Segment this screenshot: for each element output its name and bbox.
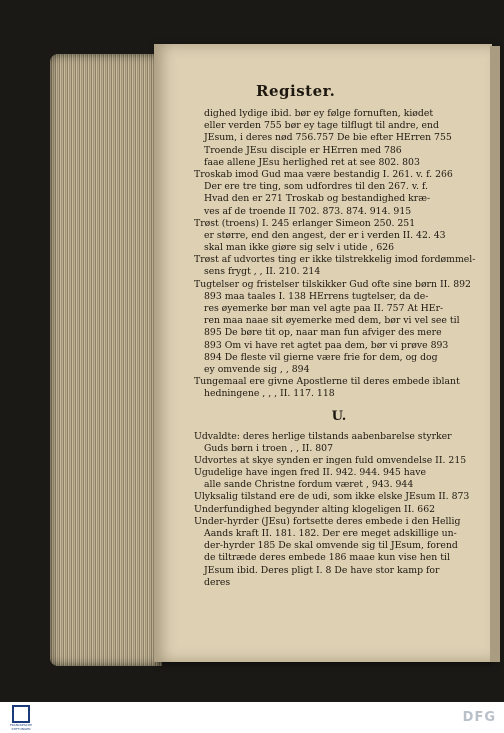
text-line: Troende JEsu disciple er HErren med 786 [204, 144, 402, 156]
text-line: Underfundighed begynder alting klogeligen II. 662 [194, 503, 436, 515]
text-line: Troskab imod Gud maa være bestandig I. 261. v. f. 266 [194, 168, 453, 180]
text-line: 893 maa taales I. 138 HErrens tugtelser, da de- [204, 290, 429, 302]
text-line: sens frygt , , II. 210. 214 [204, 266, 321, 278]
text-line: alle sande Christne fordum været , 943. 944 [204, 479, 414, 491]
text-line: 894 De fleste vil gierne være frie for dem, og dog [204, 351, 438, 363]
text-line: ey omvende sig , , 894 [204, 363, 310, 375]
text-line: eller verden 755 bør ey tage tilflugt til andre, end [204, 120, 439, 132]
text-line: der-hyrder 185 De skal omvende sig til JEsum, forend [204, 540, 458, 552]
text-line: Trøst af udvortes ting er ikke tilstrekkelig imod fordømmel- [194, 254, 476, 266]
dfg-logo[interactable]: DFG [462, 710, 496, 725]
text-line: Under-hyrder (JEsu) fortsette deres embede i den Hellig [194, 515, 461, 527]
book-page-edges [50, 54, 162, 666]
text-line: 893 Om vi have ret agtet paa dem, bør vi prøve 893 [204, 339, 449, 351]
section-letter: U. [331, 408, 347, 424]
text-line: Tugtelser og fristelser tilskikker Gud ofte sine børn II. 892 [194, 278, 471, 290]
logo-emblem-icon [12, 705, 30, 723]
text-line: dighed lydige ibid. bør ey følge fornuften, kiødet [204, 108, 434, 119]
text-line: Der ere tre ting, som udfordres til den 267. v. f. [204, 181, 428, 193]
text-line: res øyemerke bør man vel agte paa II. 757 At HEr- [204, 303, 444, 314]
text-line: ren maa naae sit øyemerke med dem, bør vi vel see til [204, 315, 460, 327]
page-heading: Register. [256, 82, 336, 100]
text-line: Tungemaal ere givne Apostlerne til deres embede iblant [194, 376, 460, 388]
text-line: Aands kraft II. 181. 182. Der ere meget adskillige un- [204, 528, 457, 539]
text-line: Ulyksalig tilstand ere de udi, som ikke elske JEsum II. 873 [194, 491, 470, 503]
text-line: er større, end den angest, der er i verden II. 42. 43 [204, 229, 446, 241]
text-line: 895 De børe tit op, naar man fun afviger des mere [204, 327, 442, 339]
text-line: Trøst (troens) I. 245 erlanger Simeon 250. 251 [194, 217, 416, 229]
text-line: deres [204, 576, 231, 588]
text-line: Udvaldte: deres herlige tilstands aabenbarelse styrker [194, 430, 452, 442]
text-line: ves af de troende II 702. 873. 874. 914. 915 [204, 205, 412, 217]
page-edge-shadow [490, 46, 500, 662]
text-line: hedningene , , , II. 117. 118 [204, 388, 335, 400]
text-line: Ugudelige have ingen fred II. 942. 944. 945 have [194, 467, 427, 479]
text-line: JEsum, i deres nød 756.757 De bie efter HErren 755 [204, 132, 452, 144]
text-line: Hvad den er 271 Troskab og bestandighed kræ- [204, 193, 431, 205]
text-line: Guds børn i troen , , II. 807 [204, 442, 333, 454]
text-line: skal man ikke giøre sig selv i utide , 626 [204, 242, 395, 254]
logo-text: FRANCKESCHE STIFTUNGEN [9, 723, 33, 731]
franckesche-stiftungen-logo[interactable] [8, 705, 34, 731]
text-line: faae allene JEsu herlighed ret at see 802. 803 [204, 156, 420, 168]
text-line: Udvortes at skye synden er ingen fuld omvendelse II. 215 [194, 454, 467, 466]
text-line: de tiltræde deres embede 186 maae kun vise hen til [204, 552, 450, 564]
text-line: JEsum ibid. Deres pligt I. 8 De have stor kamp for [204, 564, 440, 576]
register-text-block [194, 108, 484, 589]
viewer-footer-bar [0, 702, 504, 733]
